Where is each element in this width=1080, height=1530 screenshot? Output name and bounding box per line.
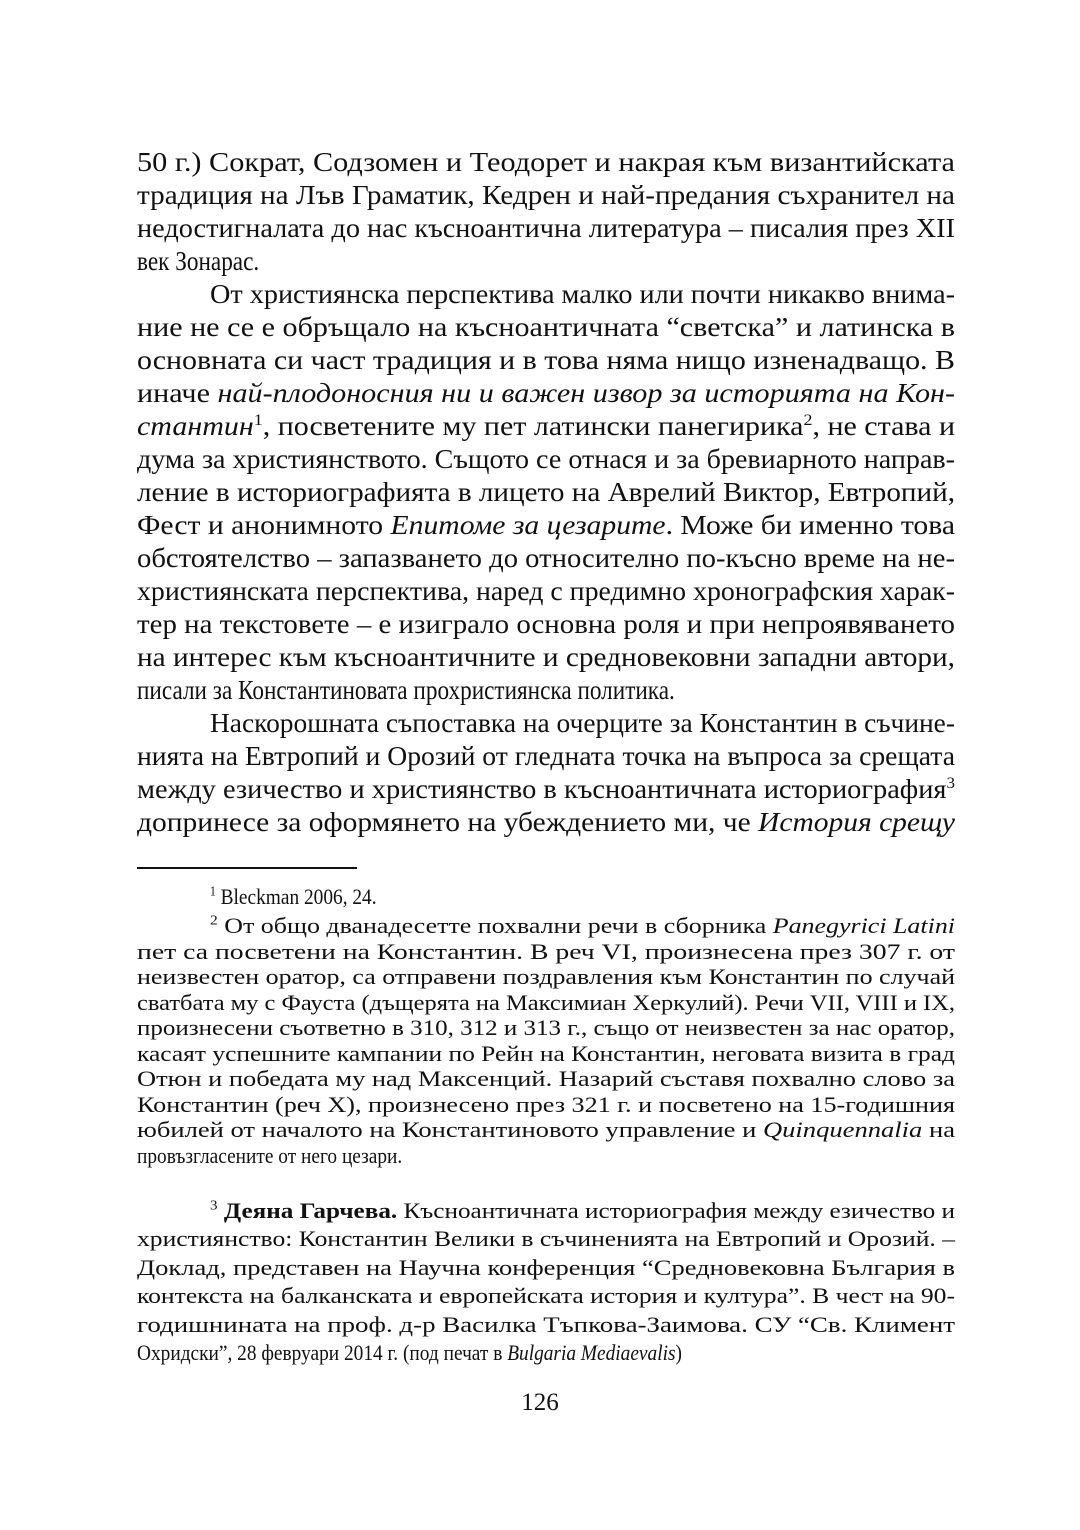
body-line (210, 707, 955, 740)
body-line (137, 245, 279, 278)
body-line (210, 278, 955, 311)
italic-text: Bulgaria Mediaevalis (507, 1340, 676, 1365)
footnote-ref: 1 (253, 410, 263, 429)
text-run: провъзгласените от него цезари. (137, 1142, 403, 1168)
body-line (137, 575, 955, 608)
body-line (137, 509, 955, 542)
body-line (137, 377, 956, 410)
text-run: ление в историографията в лицето на Аврелий Виктор, Евтропий, (137, 476, 956, 507)
text-run: годишнината на проф. д-р Василка Тъпкова-Заимова. СУ “Св. Климент (137, 1311, 955, 1337)
text-run: иначе (137, 377, 218, 408)
italic-text: Епитоме за цезарите (390, 509, 666, 540)
text-run: век Зонарас. (137, 245, 260, 276)
body-line (137, 542, 955, 575)
body-line (137, 674, 762, 707)
footnote-separator (137, 867, 357, 869)
footnote-line (210, 912, 955, 939)
text-run: ние не се е обръщало на късноантичната “светска” и латинска в (137, 311, 955, 342)
body-line (137, 311, 955, 344)
body-line (137, 740, 955, 773)
footnote-ref: 1 (210, 883, 216, 899)
footnote-line (137, 1015, 955, 1041)
footnote-line (137, 1340, 756, 1366)
text-run: допринесе за оформянето на убеждението ми, че (137, 806, 759, 837)
text-run: Наскорошната съпоставка на очерците за Константин в съчине- (210, 707, 955, 738)
text-run: християнската перспектива, наред с предимно хронографския харак- (137, 575, 955, 606)
text-run: обстоятелство – запазването до относително по-късно време на не- (137, 542, 955, 573)
text-run: Константин (реч X), произнесено през 321 г. и посветено на 15-годишния (137, 1091, 955, 1117)
text-run: произнесени съответно в 310, 312 и 313 г., също от неизвестен за нас оратор, (137, 1015, 955, 1040)
italic-text: Panegyrici Latini (772, 913, 955, 938)
bold-text: Деяна Гарчева. (223, 1198, 398, 1223)
italic-text: Quinquennalia (762, 1117, 923, 1142)
text-run: контекста на балканската и европейската история и култура”. В чест на 90- (137, 1283, 955, 1309)
footnote-line (137, 1254, 955, 1281)
footnote-line (137, 1091, 955, 1118)
footnote-line (210, 1197, 956, 1224)
text-run: недостигналата до нас късноантична литература – писалия през XII (137, 212, 955, 243)
body-line (137, 212, 955, 245)
text-run: на (922, 1117, 955, 1142)
footnote-line (137, 1040, 956, 1067)
footnote-line (137, 938, 956, 965)
body-line (137, 641, 955, 674)
text-run: на интерес към късноантичните и средновековни западни автори, (137, 641, 955, 672)
text-run: нията на Евтропий и Орозий от гледната точка на въпроса за срещата (137, 740, 955, 771)
text-run: Фест и анонимното (137, 509, 391, 540)
body-line (137, 806, 956, 839)
text-run: От общо дванадесетте похвални речи в сборника (217, 913, 773, 938)
body-line (137, 179, 955, 212)
text-run: . Може би именно това (665, 509, 955, 540)
italic-text: най-плодоносния ни и важен извор за историята на Кон- (217, 377, 956, 408)
page-number: 126 (521, 1389, 559, 1416)
text-run: неизвестен оратор, са отправени поздравления към Константин по случай (137, 964, 956, 989)
text-run: , посветените му пет латински панегирика (262, 410, 804, 441)
footnote-line (137, 964, 956, 990)
text-run: традиция на Лъв Граматик, Кедрен и най-предания съхранител на (137, 179, 955, 210)
footnote-line (137, 1283, 955, 1309)
footnote-ref: 2 (803, 410, 813, 429)
text-run: ) (675, 1340, 682, 1365)
body-line (137, 608, 955, 641)
text-run: пет са посветени на Константин. В реч VI, произнесена през 307 г. от (137, 938, 956, 964)
text-run: Доклад, представен на Научна конференция “Средновековна България в (137, 1254, 955, 1280)
italic-text: История срещу (758, 806, 956, 837)
footnote-line (137, 1226, 956, 1252)
body-line (137, 476, 956, 509)
text-run: между езичество и християнство в късноантичната историография (137, 773, 947, 804)
footnote-line (137, 1117, 955, 1143)
text-run: , не става и (812, 410, 955, 441)
footnote-ref: 3 (946, 773, 955, 792)
footnote-ref: 2 (210, 912, 218, 928)
text-run: писали за Константиновата прохристиянска политика. (137, 674, 675, 705)
footnote-line (137, 989, 955, 1016)
text-run: дума за християнството. Същото се отнася и за бревиарното направ- (137, 443, 955, 474)
footnote-line (137, 1066, 955, 1092)
text-run: тер на текстовете – е изиграло основна роля и при непроявяването (137, 608, 955, 639)
footnote-ref: 3 (210, 1197, 218, 1213)
body-line (137, 410, 955, 443)
text-run: Късноантичната историография между езичество и (397, 1198, 956, 1223)
text-run: От християнска перспектива малко или почти никакво внима- (210, 278, 955, 309)
body-line (137, 773, 955, 806)
text-run: юбилей от началото на Константиновото управление и (137, 1117, 763, 1142)
body-line (137, 146, 955, 179)
body-line (137, 443, 955, 476)
text-run: 50 г.) Сократ, Содзомен и Теодорет и накрая към византийската (137, 146, 955, 177)
italic-text: стантин (137, 410, 254, 441)
body-line (137, 344, 955, 377)
text-run: християнство: Константин Велики в съчиненията на Евтропий и Орозий. – (137, 1226, 956, 1252)
text-run: Отюн и победата му над Максенций. Назарий съставя похвално слово за (137, 1066, 955, 1091)
footnote-line (137, 1311, 955, 1338)
footnote-line (137, 1143, 438, 1169)
text-run: сватбата му с Фауста (дъщерята на Максимиан Херкулий). Речи VII, VIII и IX, (137, 989, 955, 1015)
text-run: основната си част традиция и в това няма нищо изненадващо. В (137, 344, 955, 375)
text-run: Bleckman 2006, 24. (215, 884, 377, 909)
footnote-line (210, 884, 399, 910)
text-run: Охридски”, 28 февруари 2014 г. (под печат в (137, 1340, 508, 1365)
text-run: касаят успешните кампании по Рейн на Константин, неговата визита в град (137, 1040, 956, 1066)
